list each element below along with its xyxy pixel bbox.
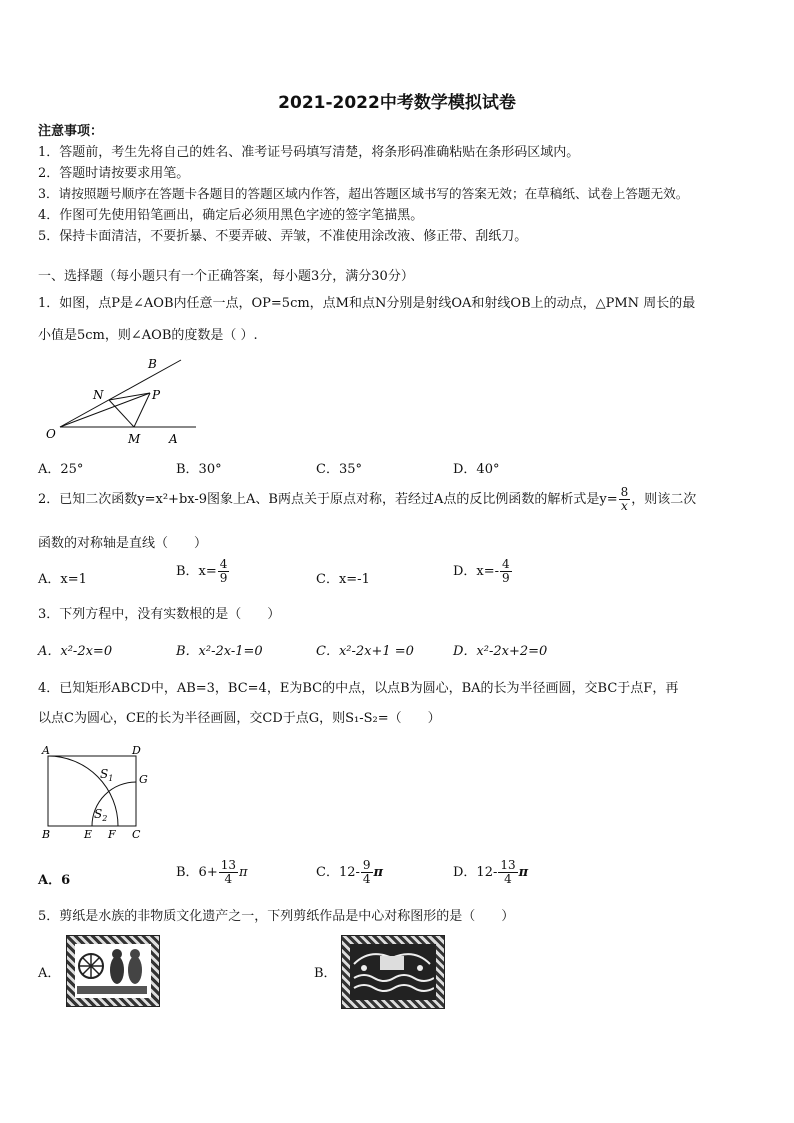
q2-fraction xyxy=(619,486,631,513)
q4-stem-line1: 4．已知矩形ABCD中，AB=3，BC=4，E为BC的中点，以点B为圆心，BA的长为半径画圆，交BC于点F，再 xyxy=(38,681,679,696)
q4-option-c-den: 4 xyxy=(362,872,371,886)
q4-option-b-pi: π xyxy=(239,865,248,880)
q4-option-d[interactable] xyxy=(453,859,528,886)
q2-option-b-den: 9 xyxy=(219,571,228,585)
papercut-image-b[interactable] xyxy=(341,935,445,1009)
notice-item-3: 3．请按照题号顺序在答题卡各题目的答题区域内作答，超出答题区域书写的答案无效；在草稿纸、试卷上答题无效。 xyxy=(38,186,689,201)
q1-label-o: O xyxy=(46,427,56,441)
q3-option-d[interactable]: D．x²-2x+2=0 xyxy=(453,644,548,659)
q4-option-d-fraction xyxy=(498,859,517,886)
q4-label-a: A xyxy=(42,744,50,757)
q4-option-c-num: 9 xyxy=(362,858,371,872)
q1-option-b[interactable]: B．30° xyxy=(176,462,222,477)
q2-option-a[interactable]: A．x=1 xyxy=(38,572,87,587)
q4-rectangle-figure xyxy=(38,742,168,842)
q3-option-c[interactable]: C．x²-2x+1 =0 xyxy=(316,644,414,659)
q1-stem-line1: 1．如图，点P是∠AOB内任意一点，OP=5cm，点M和点N分别是射线OA和射线OB上的动点，△PMN 周长的最 xyxy=(38,296,696,311)
q4-option-c-text: C．12- xyxy=(316,865,360,880)
q4-label-b: B xyxy=(42,828,51,841)
q1-label-m: M xyxy=(128,432,141,446)
q1-option-a[interactable]: A．25° xyxy=(38,462,84,477)
q4-option-d-num: 13 xyxy=(500,858,516,872)
q1-label-n: N xyxy=(93,388,104,402)
papercut-a-inner xyxy=(75,944,151,998)
q2-option-b-num: 4 xyxy=(219,557,228,571)
q4-option-b-den: 4 xyxy=(224,872,233,886)
q3-option-b[interactable]: B．x²-2x-1=0 xyxy=(176,644,263,659)
q4-option-c[interactable] xyxy=(316,859,383,886)
page-title: 2021-2022中考数学模拟试卷 xyxy=(278,93,516,113)
q4-option-c-fraction xyxy=(361,859,373,886)
q4-option-d-text: D．12- xyxy=(453,865,498,880)
q2-stem-text-post: ，则该二次 xyxy=(631,492,697,507)
q5-stem: 5．剪纸是水族的非物质文化遗产之一，下列剪纸作品是中心对称图形的是（ ） xyxy=(38,909,515,924)
papercut-b-drawing xyxy=(350,944,434,998)
q2-option-b-fraction xyxy=(218,558,230,585)
q2-option-d[interactable] xyxy=(453,558,513,585)
notice-item-1: 1．答题前，考生先将自己的姓名、准考证号码填写清楚，将条形码准确粘贴在条形码区域内。 xyxy=(38,145,580,160)
q2-stem-line1 xyxy=(38,486,696,513)
q4-stem-line2: 以点C为圆心，CE的长为半径画圆，交CD于点G，则S₁-S₂=（ ） xyxy=(38,711,441,726)
q2-option-b-text: B．x= xyxy=(176,564,217,579)
notice-heading: 注意事项： xyxy=(38,124,104,139)
notice-item-5: 5．保持卡面清洁，不要折暴、不要弄破、弄皱，不准使用涂改液、修正带、刮纸刀。 xyxy=(38,229,528,244)
q4-option-d-pi: π xyxy=(518,865,529,880)
q1-stem-line2: 小值是5cm，则∠AOB的度数是（ ）. xyxy=(38,328,258,343)
q4-option-b-fraction xyxy=(219,859,238,886)
q1-label-a: A xyxy=(169,432,178,446)
q4-label-f: F xyxy=(108,828,116,841)
q4-option-b-text: B．6+ xyxy=(176,865,218,880)
papercut-b-inner xyxy=(350,944,436,1000)
q4-option-c-pi: π xyxy=(373,865,384,880)
notice-item-2: 2．答题时请按要求用笔。 xyxy=(38,166,190,181)
q3-option-a[interactable]: A．x²-2x=0 xyxy=(38,644,113,659)
q4-option-b-num: 13 xyxy=(220,858,236,872)
q4-label-d: D xyxy=(132,744,141,757)
q2-option-d-num: 4 xyxy=(502,557,510,571)
q4-label-c: C xyxy=(132,828,141,841)
q2-frac-den: x xyxy=(621,499,628,513)
q2-option-d-fraction xyxy=(500,558,512,585)
q2-stem-line2: 函数的对称轴是直线（ ） xyxy=(38,536,208,551)
q2-option-d-den: 9 xyxy=(502,571,510,585)
papercut-image-a[interactable] xyxy=(66,935,160,1007)
q1-option-d[interactable]: D．40° xyxy=(453,462,500,477)
q5-option-a[interactable]: A． xyxy=(38,966,61,981)
q4-label-e: E xyxy=(84,828,93,841)
q4-label-s2: $S_2$ xyxy=(94,807,108,823)
q2-frac-num: 8 xyxy=(620,485,629,499)
q3-stem: 3．下列方程中，没有实数根的是（ ） xyxy=(38,607,281,622)
q4-option-b[interactable] xyxy=(176,859,248,886)
q2-option-d-text: D．x=- xyxy=(453,564,500,579)
papercut-a-drawing xyxy=(75,944,149,996)
q2-option-b[interactable] xyxy=(176,558,230,585)
q4-label-s1: $S_1$ xyxy=(100,767,114,783)
notice-item-4: 4．作图可先使用铅笔画出，确定后必须用黑色字迹的签字笔描黑。 xyxy=(38,208,424,223)
q4-option-d-den: 4 xyxy=(504,872,512,886)
q1-option-c[interactable]: C．35° xyxy=(316,462,362,477)
q2-stem-text: 2．已知二次函数y=x²+bx-9图象上A、B两点关于原点对称，若经过A点的反比例函数的解析式是y= xyxy=(38,492,618,507)
q1-label-b: B xyxy=(148,357,157,371)
q4-label-g: G xyxy=(139,773,148,786)
q1-angle-figure xyxy=(38,350,208,450)
q5-option-b[interactable]: B． xyxy=(314,966,337,981)
q4-option-a[interactable]: A．6 xyxy=(38,873,71,888)
section-heading: 一、选择题（每小题只有一个正确答案，每小题3分，满分30分） xyxy=(38,269,414,284)
q2-option-c[interactable]: C．x=-1 xyxy=(316,572,370,587)
q1-label-p: P xyxy=(152,388,161,402)
